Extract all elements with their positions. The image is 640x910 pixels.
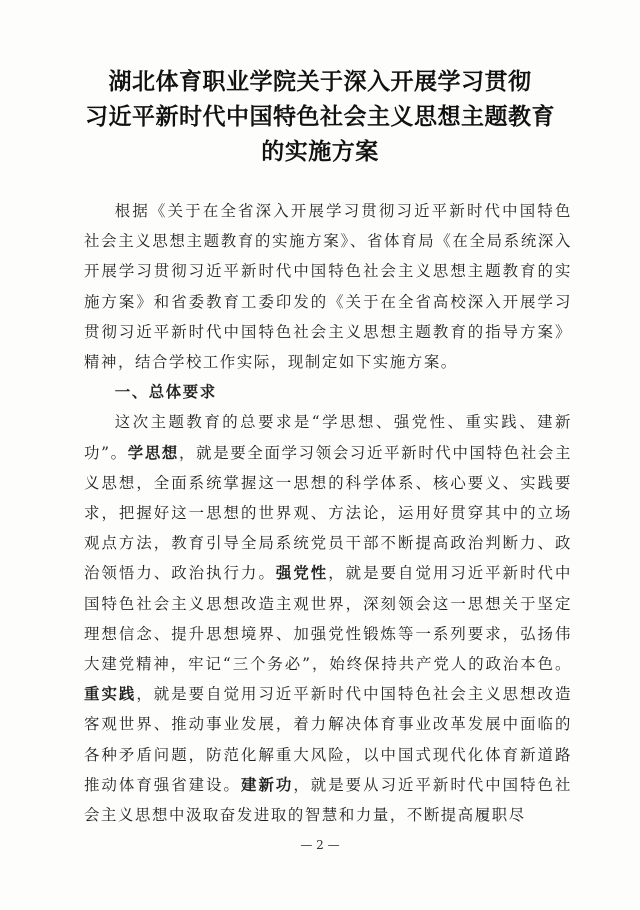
requirements-summary: 这次主题教育的总要求是“学思想、强党性、重实践、建新功”。 [84,413,572,462]
title-line-3: 的实施方案 [261,138,379,165]
emphasize-practice-text: ，就是要自觉用习近平新时代中国特色社会主义思想改造客观世界、推动事业发展，着力解决体育事业改革发展中面临的各种矛盾问题，防范化解重大风险，以中国式现代化体育新道路推动体育强省建设。 [84,685,572,794]
keyword-emphasize-practice: 重实践 [84,685,137,704]
document-title [60,64,580,169]
title-line-2: 习近平新时代中国特色社会主义思想主题教育 [85,103,555,130]
title-line-1: 湖北体育职业学院关于深入开展学习贯彻 [108,68,532,95]
build-new-merit-text: ，就是要从习近平新时代中国特色社会主义思想中汲取奋发进取的智慧和力量，不断提高履职尽 [84,775,572,825]
page-number: — 2 — [300,838,340,852]
strengthen-party-spirit-text: ，就是要自觉用习近平新时代中国特色社会主义思想改造主观世界，深刻领会这一思想关于坚定理想信念、提升思想境界、加强党性锻炼等一系列要求，弘扬伟大建党精神，牢记“三个务必”，始终保持共产党人的政治本色。 [84,564,572,674]
study-thought-text: ，就是要全面学习领会习近平新时代中国特色社会主义思想，全面系统掌握这一思想的科学体系、核心要义、实践要求，把握好这一思想的世界观、方法论，运用好贯穿其中的立场观点方法，教育引导全局系统党员干部不断提高政治判断力、政治领悟力、政治执行力。 [84,443,572,583]
keyword-strengthen-party-spirit: 强党性 [275,564,329,583]
keyword-build-new-merit: 建新功 [241,775,294,794]
document-body [84,196,572,830]
intro-paragraph: 根据《关于在全省深入开展学习贯彻习近平新时代中国特色社会主义思想主题教育的实施方案》、省体育局《在全局系统深入开展学习贯彻习近平新时代中国特色社会主义思想主题教育的实施方案》和省委教育工委印发的《关于在全省高校深入开展学习贯彻习近平新时代中国特色社会主义思想主题教育的指导方案》精神，结合学校工作实际，现制定如下实施方案。 [84,202,572,372]
overall-requirements-paragraph [84,407,572,830]
keyword-study-thought: 学思想 [127,443,180,462]
section-heading-overall-requirements: 一、总体要求 [114,383,217,402]
